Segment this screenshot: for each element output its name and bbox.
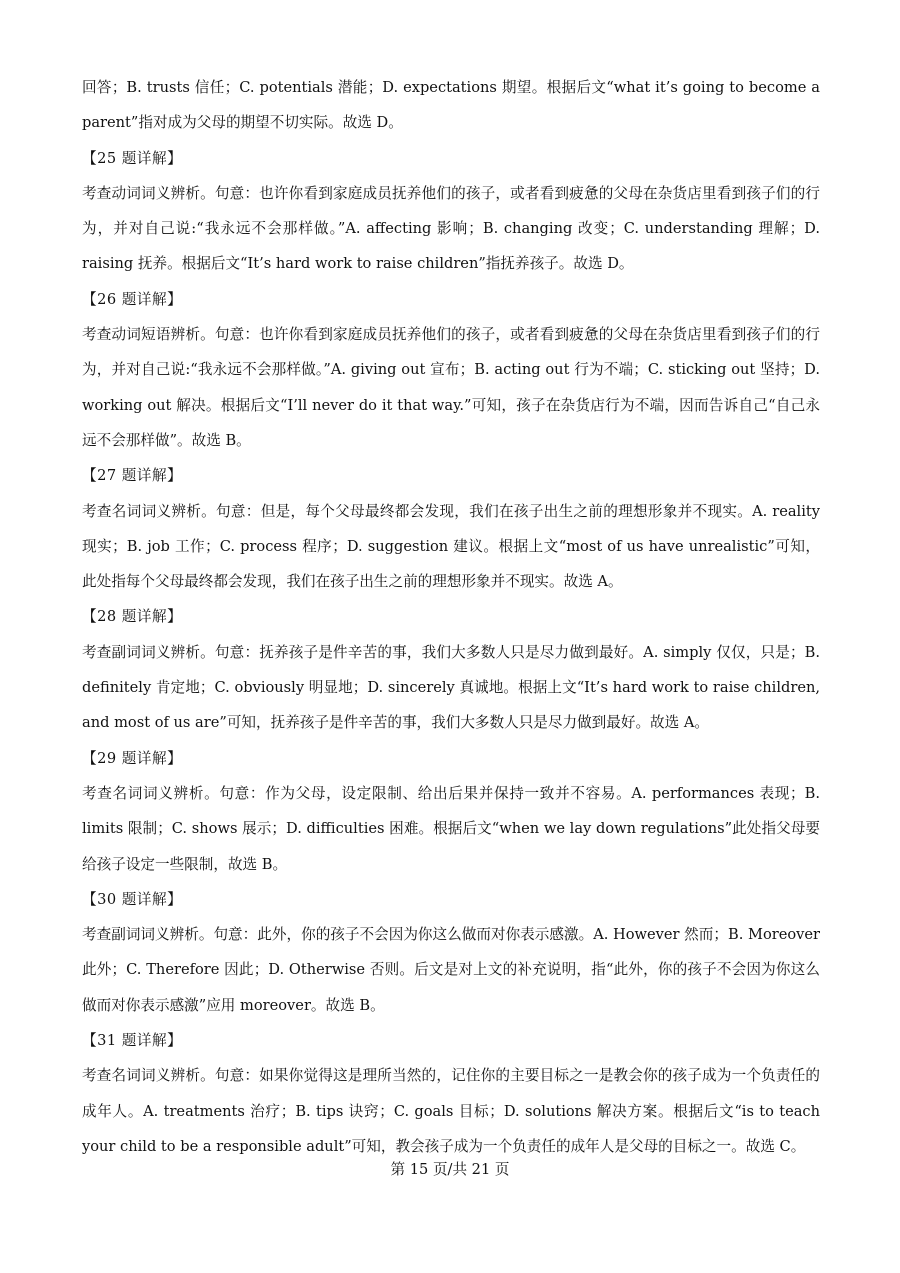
question-27-explanation: 考查名词词义辨析。句意：但是，每个父母最终都会发现，我们在孩子出生之前的理想形象并不现实。A. reality 现实；B. job 工作；C. process 程序；D. suggestion 建议。根据上文“most of us have unrealistic”可知，此处指每个父母最终都会发现，我们在孩子出生之前的理想形象并不现实。故选 A。	[82, 502, 820, 591]
question-30-explanation: 考查副词词义辨析。句意：此外，你的孩子不会因为你这么做而对你表示感激。A. However 然而；B. Moreover 此外；C. Therefore 因此；D. Otherwise 否则。后文是对上文的补充说明，指“此外，你的孩子不会因为你这么做而对你表示感激”应用 moreover。故选 B。	[82, 926, 820, 1014]
question-31-heading: 【31 题详解】	[82, 1032, 183, 1050]
question-29-explanation: 考查名词词义辨析。句意：作为父母，设定限制、给出后果并保持一致并不容易。A. performances 表现；B. limits 限制；C. shows 展示；D. difficulties 困难。根据后文“when we lay down regulations”此处指父母要给孩子设定一些限制，故选 B。	[82, 784, 820, 873]
question-31-explanation: 考查名词词义辨析。句意：如果你觉得这是理所当然的，记住你的主要目标之一是教会你的孩子成为一个负责任的成年人。A. treatments 治疗；B. tips 诀窍；C. goals 目标；D. solutions 解决方案。根据后文“is to teach your child to be a responsible adult”可知，教会孩子成为一个负责任的成年人是父母的目标之一。故选 C。	[82, 1067, 820, 1155]
page-number-footer: 第 15 页/共 21 页	[390, 1161, 510, 1178]
question-30-heading: 【30 题详解】	[82, 890, 183, 908]
question-25-heading: 【25 题详解】	[82, 149, 183, 167]
question-28-heading: 【28 题详解】	[82, 608, 183, 626]
answer-explanation-24-continued: 回答；B. trusts 信任；C. potentials 潜能；D. expectations 期望。根据后文“what it’s going to become a parent”指对成为父母的期望不切实际。故选 D。	[82, 79, 820, 132]
question-29-heading: 【29 题详解】	[82, 749, 183, 767]
question-26-heading: 【26 题详解】	[82, 290, 183, 308]
question-28-explanation: 考查副词词义辨析。句意：抚养孩子是件辛苦的事，我们大多数人只是尽力做到最好。A. simply 仅仅，只是；B. definitely 肯定地；C. obviously 明显地；D. sincerely 真诚地。根据上文“It’s hard work to raise children, and most of us are”可知，抚养孩子是件辛苦的事，我们大多数人只是尽力做到最好。故选 A。	[82, 643, 820, 732]
question-27-heading: 【27 题详解】	[82, 467, 183, 485]
question-26-explanation: 考查动词短语辨析。句意：也许你看到家庭成员抚养他们的孩子，或者看到疲惫的父母在杂货店里看到孩子们的行为，并对自己说:“我永远不会那样做。”A. giving out 宣布；B. acting out 行为不端；C. sticking out 坚持；D. working out 解决。根据后文“I’ll never do it that way.”可知，孩子在杂货店行为不端，因而告诉自己“自己永远不会那样做”。故选 B。	[82, 326, 820, 449]
question-25-explanation: 考查动词词义辨析。句意：也许你看到家庭成员抚养他们的孩子，或者看到疲惫的父母在杂货店里看到孩子们的行为，并对自己说:“我永远不会那样做。”A. affecting 影响；B. changing 改变；C. understanding 理解；D. raising 抚养。根据后文“It’s hard work to raise children”指抚养孩子。故选 D。	[82, 184, 820, 273]
